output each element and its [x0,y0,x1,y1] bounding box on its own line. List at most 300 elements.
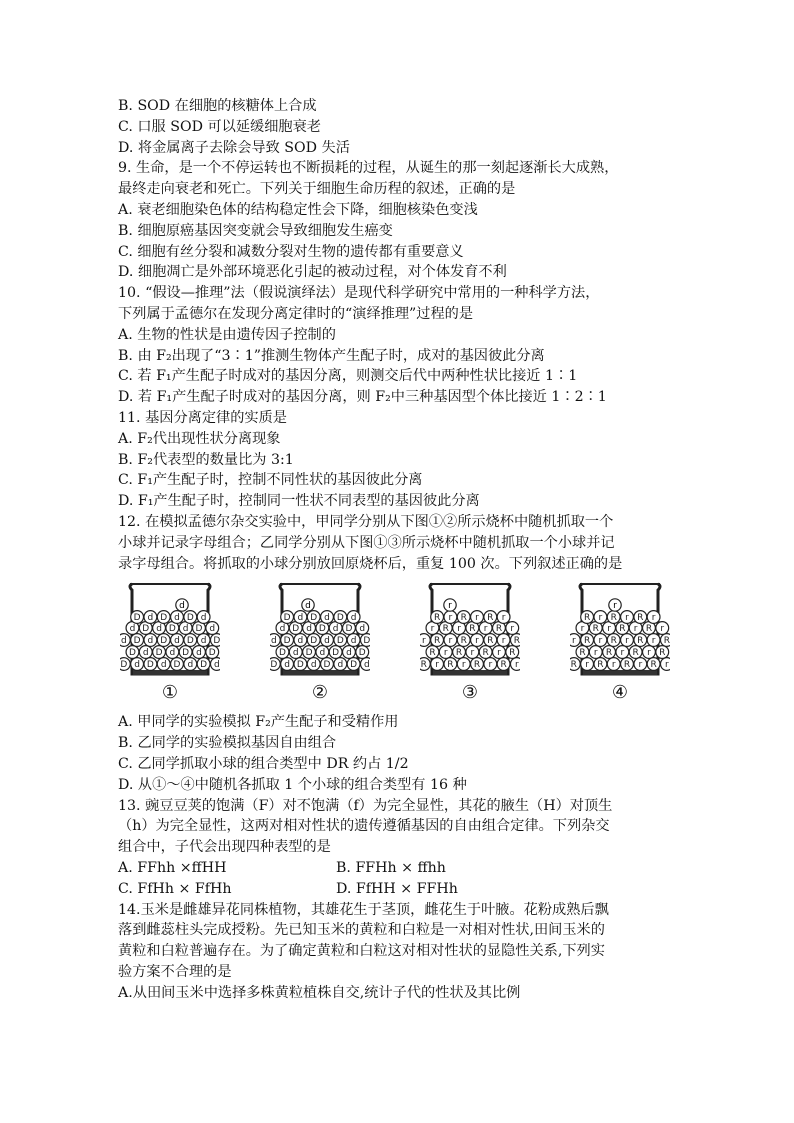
ball [603,646,616,659]
ball [321,658,334,671]
svg-text:D: D [173,660,181,671]
svg-text:D: D [358,648,366,659]
ball [184,634,197,647]
svg-text:d: d [209,624,216,635]
svg-text:R: R [637,613,644,624]
svg-text:r: r [488,660,493,671]
svg-text:R: R [487,613,494,624]
ball [316,646,329,659]
svg-text:d: d [169,648,176,659]
ball [171,611,184,624]
svg-text:R: R [597,660,604,671]
text-line: C. 细胞有丝分裂和减数分裂对生物的遗传都有重要意义 [118,243,464,260]
ball [431,634,444,647]
svg-text:D: D [213,636,220,647]
svg-text:r: r [448,601,452,612]
svg-text:r: r [475,613,479,624]
ball [484,634,497,647]
beaker-2-label: ② [311,682,329,704]
svg-text:d: d [120,636,127,647]
q13-options-row-2 [118,879,678,900]
svg-text:r: r [651,613,656,624]
svg-text:D: D [133,636,141,647]
svg-text:R: R [447,660,454,671]
text-line: 下列属于孟德尔在发现分离定律时的“演绎推理”过程的是 [118,305,474,322]
ball [184,611,197,624]
svg-text:d: d [174,636,180,647]
svg-text:r: r [598,613,603,624]
svg-text:R: R [583,636,591,647]
svg-text:D: D [208,648,216,659]
svg-text:R: R [583,613,591,624]
ball [334,658,347,671]
svg-text:D: D [186,636,194,647]
svg-text:d: d [350,636,357,647]
beaker-2 [270,580,370,706]
svg-text:D: D [200,660,208,671]
ball [661,658,671,671]
beaker-2-drawing [270,580,370,680]
ball [457,658,470,671]
beaker-4 [570,580,670,706]
svg-text:r: r [651,636,656,647]
svg-text:R: R [592,624,599,635]
ball [576,646,589,659]
svg-text:r: r [665,660,669,671]
ball [634,634,647,647]
svg-text:D: D [160,613,168,624]
svg-text:D: D [345,624,353,635]
svg-text:R: R [482,648,489,659]
ball [621,611,634,624]
ball [206,646,219,659]
q13-option-a: A. FFhh ×ffHH [118,859,227,876]
ball [176,599,188,611]
svg-text:r: r [613,601,617,612]
ball [594,658,607,671]
svg-text:d: d [292,648,299,659]
text-line: C. 乙同学抓取小球的组合类型中 DR 约占 1/2 [118,755,409,772]
ball [420,634,430,647]
text-line: D. 将金属离子去除会导致 SOD 失活 [118,139,350,156]
text-line: A. F₂代出现性状分离现象 [118,430,281,447]
svg-text:R: R [433,636,441,647]
svg-text:R: R [645,624,653,635]
svg-text:d: d [364,660,370,671]
text-line: 12. 在模拟孟德尔杂交实验中，甲同学分别从下图①②所示烧杯中随机抓取一个 [118,513,614,530]
ball [457,634,470,647]
text-line: B. SOD 在细胞的核糖体上合成 [118,98,317,114]
ball [466,646,479,659]
svg-text:r: r [593,648,598,659]
svg-text:D: D [128,648,136,659]
svg-text:D: D [278,648,286,659]
text-line: A.从田间玉米中选择多株黄粒植株自交,统计子代的性状及其比例 [118,984,521,1001]
text-line: （h）为完全显性，这两对相对性状的遗传遵循基因的自由组合定律。下列杂交 [118,818,610,835]
svg-text:r: r [611,660,616,671]
svg-text:d: d [270,636,277,647]
text-line: 14.玉米是雌雄异花同株植物，其雄花生于茎顶，雌花生于叶腋。花粉成熟后飘 [118,901,609,918]
svg-text:D: D [332,648,340,659]
beaker-1-drawing [120,580,220,680]
ball [276,646,289,659]
ball [621,658,634,671]
svg-text:R: R [570,660,577,671]
ball [131,611,144,624]
svg-text:r: r [457,624,461,635]
ball [431,611,444,624]
beaker-4-drawing [570,580,670,680]
text-line: B. 由 F₂出现了“3∶1”推测生物体产生配子时，成对的基因彼此分离 [118,347,545,364]
svg-text:D: D [336,636,344,647]
ball [471,658,484,671]
ball [656,646,669,659]
svg-text:d: d [160,660,167,671]
text-line: 最终走向衰老和死亡。下列关于细胞生命历程的叙述，正确的是 [118,181,516,198]
ball [647,634,660,647]
svg-text:d: d [350,613,357,624]
ball [607,611,620,624]
svg-text:R: R [460,613,467,624]
svg-text:r: r [607,624,611,635]
ball [356,622,369,635]
svg-text:D: D [133,613,141,624]
text-line: 落到雌蕊柱头完成授粉。先已知玉米的黄粒和白粒是一对相对性状,田间玉米的 [118,922,605,939]
ball [634,611,647,624]
ball [497,634,510,647]
text-line: C. F₁产生配子时，控制不同性状的基因彼此分离 [118,472,423,489]
svg-text:r: r [598,636,603,647]
svg-text:d: d [324,636,330,647]
text-line: 验方案不合理的是 [118,963,232,980]
svg-text:r: r [625,613,629,624]
beaker-figure [118,580,678,708]
beaker-3-label: ③ [461,682,479,704]
svg-text:d: d [156,624,162,635]
beaker-1 [120,580,220,706]
text-line: D. 细胞凋亡是外部环境恶化引起的被动过程，对个体发育不利 [118,264,507,281]
ball [120,658,130,671]
svg-text:r: r [475,636,479,647]
ball [144,611,157,624]
svg-text:d: d [214,660,220,671]
ball [616,646,629,659]
ball [211,634,221,647]
ball [303,646,316,659]
ball [302,599,314,611]
text-line: D. F₁产生配子时，控制同一性状不同表型的基因彼此分离 [118,493,480,510]
svg-text:R: R [659,648,666,659]
ball [281,634,294,647]
svg-text:R: R [420,660,427,671]
ball [607,634,620,647]
svg-text:d: d [359,624,366,635]
ball [471,611,484,624]
ball [589,646,602,659]
svg-text:d: d [196,648,202,659]
ball [484,611,497,624]
ball [570,658,580,671]
svg-text:D: D [283,636,291,647]
svg-text:R: R [455,648,463,659]
svg-text:d: d [147,613,154,624]
svg-text:d: d [305,601,311,612]
svg-text:r: r [501,636,506,647]
ball [294,611,307,624]
ball [581,658,594,671]
ball [629,646,642,659]
ball [581,611,594,624]
ball [439,646,452,659]
svg-text:r: r [510,624,515,635]
svg-text:r: r [448,613,453,624]
ball [197,634,210,647]
ball [131,634,144,647]
ball [321,634,334,647]
svg-text:r: r [585,660,589,671]
ball [281,658,294,671]
svg-text:D: D [142,624,150,635]
text-line: 13. 豌豆豆荚的饱满（F）对不饱满（f）为完全显性，其花的腋生（H）对顶生 [118,797,613,814]
svg-text:R: R [637,636,644,647]
svg-text:R: R [605,648,613,659]
ball [647,658,660,671]
text-line: A. 生物的性状是由遗传因子控制的 [118,326,336,343]
ball [453,646,466,659]
ball [457,611,470,624]
svg-text:d: d [337,660,344,671]
svg-text:D: D [323,660,331,671]
ball [347,658,360,671]
ball [361,658,371,671]
svg-text:d: d [279,624,286,635]
svg-text:r: r [483,624,488,635]
svg-text:R: R [632,648,639,659]
svg-text:d: d [346,648,352,659]
svg-text:D: D [186,613,194,624]
svg-text:d: d [284,660,290,671]
q13-option-c: C. FfHh × FfHh [118,880,232,897]
svg-text:r: r [633,624,638,635]
ball [511,634,521,647]
text-line: D. 若 F₁产生配子时成对的基因分离，则 F₂中三种基因型个体比接近 1∶2∶1 [118,389,607,406]
svg-text:r: r [638,660,643,671]
ball [594,611,607,624]
svg-text:r: r [580,624,585,635]
text-line: B. F₂代表型的数量比为 3:1 [118,451,294,468]
svg-text:r: r [435,660,439,671]
ball [184,658,197,671]
ball [307,611,320,624]
svg-text:r: r [571,636,576,647]
svg-text:r: r [515,660,519,671]
text-line: 黄粒和白粒普遍存在。为了确定黄粒和白粒这对相对性状的显隐性关系,下列实 [118,943,605,960]
svg-text:D: D [168,624,176,635]
beaker-3-drawing [420,580,520,680]
text-line: A. 衰老细胞染色体的结构稳定性会下降，细胞核染色变浅 [118,201,478,218]
svg-text:R: R [619,624,626,635]
svg-text:d: d [200,636,207,647]
svg-text:R: R [473,660,481,671]
ball [607,658,620,671]
svg-text:R: R [610,613,617,624]
svg-text:R: R [663,636,670,647]
svg-text:R: R [495,624,503,635]
svg-text:d: d [179,601,185,612]
text-line: B. 细胞原癌基因突变就会导致细胞发生癌变 [118,222,393,239]
ball [126,646,139,659]
svg-text:r: r [660,624,665,635]
svg-text:r: r [647,648,651,659]
ball [197,658,210,671]
svg-text:D: D [270,660,278,671]
svg-text:r: r [470,648,475,659]
ball [570,634,580,647]
ball [211,658,221,671]
svg-text:r: r [443,648,448,659]
text-line: C. 若 F₁产生配子时成对的基因分离，则测交后代中两种性状比接近 1∶1 [118,368,578,385]
ball [484,658,497,671]
svg-text:r: r [497,648,501,659]
ball [343,646,356,659]
ball [356,646,369,659]
svg-text:r: r [448,636,453,647]
ball [647,611,660,624]
ball [347,634,360,647]
svg-text:D: D [155,648,163,659]
ball [643,646,656,659]
ball [420,658,430,671]
ball [444,611,457,624]
text-line: 11. 基因分离定律的实质是 [118,409,287,426]
ball [361,634,371,647]
ball [139,646,152,659]
svg-text:D: D [318,624,326,635]
svg-text:R: R [500,660,507,671]
svg-text:R: R [442,624,449,635]
ball [179,646,192,659]
ball [634,658,647,671]
ball [157,658,170,671]
svg-text:R: R [650,660,657,671]
text-line: 录字母组合。将抓取的小球分别放回原烧杯后，重复 100 次。下列叙述正确的是 [118,555,623,572]
ball [511,658,521,671]
ball [609,599,621,611]
svg-text:d: d [306,624,312,635]
ball [157,634,170,647]
svg-text:D: D [350,660,358,671]
svg-text:R: R [579,648,586,659]
svg-text:D: D [336,613,344,624]
svg-text:r: r [421,636,426,647]
svg-text:D: D [296,660,304,671]
text-line: C. 口服 SOD 可以延缓细胞衰老 [118,118,321,135]
ball [197,611,210,624]
q13-options-row-1 [118,858,678,879]
text-line: B. 乙同学的实验模拟基因自由组合 [118,735,337,752]
ball [444,599,456,611]
svg-text:d: d [187,660,194,671]
svg-text:R: R [469,624,476,635]
svg-text:R: R [460,636,467,647]
svg-text:R: R [433,613,441,624]
svg-text:d: d [129,624,136,635]
ball [171,634,184,647]
ball [307,634,320,647]
ball [444,634,457,647]
svg-text:r: r [461,660,466,671]
svg-text:D: D [195,624,203,635]
ball [307,658,320,671]
svg-text:D: D [283,613,291,624]
ball [656,622,669,635]
svg-text:d: d [297,613,304,624]
beaker-1-label: ① [161,682,179,704]
svg-text:R: R [509,648,516,659]
ball [144,658,157,671]
svg-text:d: d [200,613,207,624]
ball [206,622,219,635]
ball [471,634,484,647]
svg-text:R: R [429,648,436,659]
svg-text:D: D [292,624,300,635]
q13-option-d: D. FfHH × FFHh [336,880,458,897]
svg-text:d: d [332,624,339,635]
text-line: 10. “假设—推理”法（假说演绎法）是现代科学研究中常用的一种科学方法， [118,285,600,302]
ball [289,646,302,659]
svg-text:d: d [310,660,317,671]
ball [321,611,334,624]
svg-text:D: D [182,648,190,659]
ball [294,634,307,647]
ball [270,658,280,671]
text-line: 9. 生命，是一个不停运转也不断损耗的过程，从诞生的那一刻起逐渐长大成熟， [118,160,619,177]
q13-option-b: B. FFHh × ffhh [336,859,446,876]
svg-text:D: D [305,648,313,659]
svg-text:D: D [310,636,318,647]
ball [193,646,206,659]
ball [171,658,184,671]
ball [144,634,157,647]
svg-text:D: D [310,613,318,624]
exam-page [118,96,678,1003]
ball [661,634,671,647]
svg-text:d: d [174,613,180,624]
ball [334,611,347,624]
ball [479,646,492,659]
svg-text:d: d [142,648,149,659]
question-block-14 [118,900,678,1004]
text-line: 小球并记录字母组合；乙同学分别从下图①③所示烧杯中随机抓取一个小球并记 [118,534,615,551]
text-line: D. 从①～④中随机各抓取 1 个小球的组合类型有 16 种 [118,776,467,793]
ball [621,634,634,647]
ball [131,658,144,671]
svg-text:r: r [430,624,435,635]
svg-text:R: R [623,660,631,671]
ball [281,611,294,624]
svg-text:r: r [625,636,629,647]
ball [166,646,179,659]
svg-text:d: d [324,613,330,624]
ball [270,634,280,647]
svg-text:d: d [319,648,326,659]
svg-text:D: D [363,636,370,647]
ball [294,658,307,671]
text-line: A. 甲同学的实验模拟 F₂产生配子和受精作用 [118,714,399,731]
text-line: 组合中，子代会出现四种表型的是 [118,839,331,856]
svg-text:R: R [487,636,494,647]
ball [594,634,607,647]
